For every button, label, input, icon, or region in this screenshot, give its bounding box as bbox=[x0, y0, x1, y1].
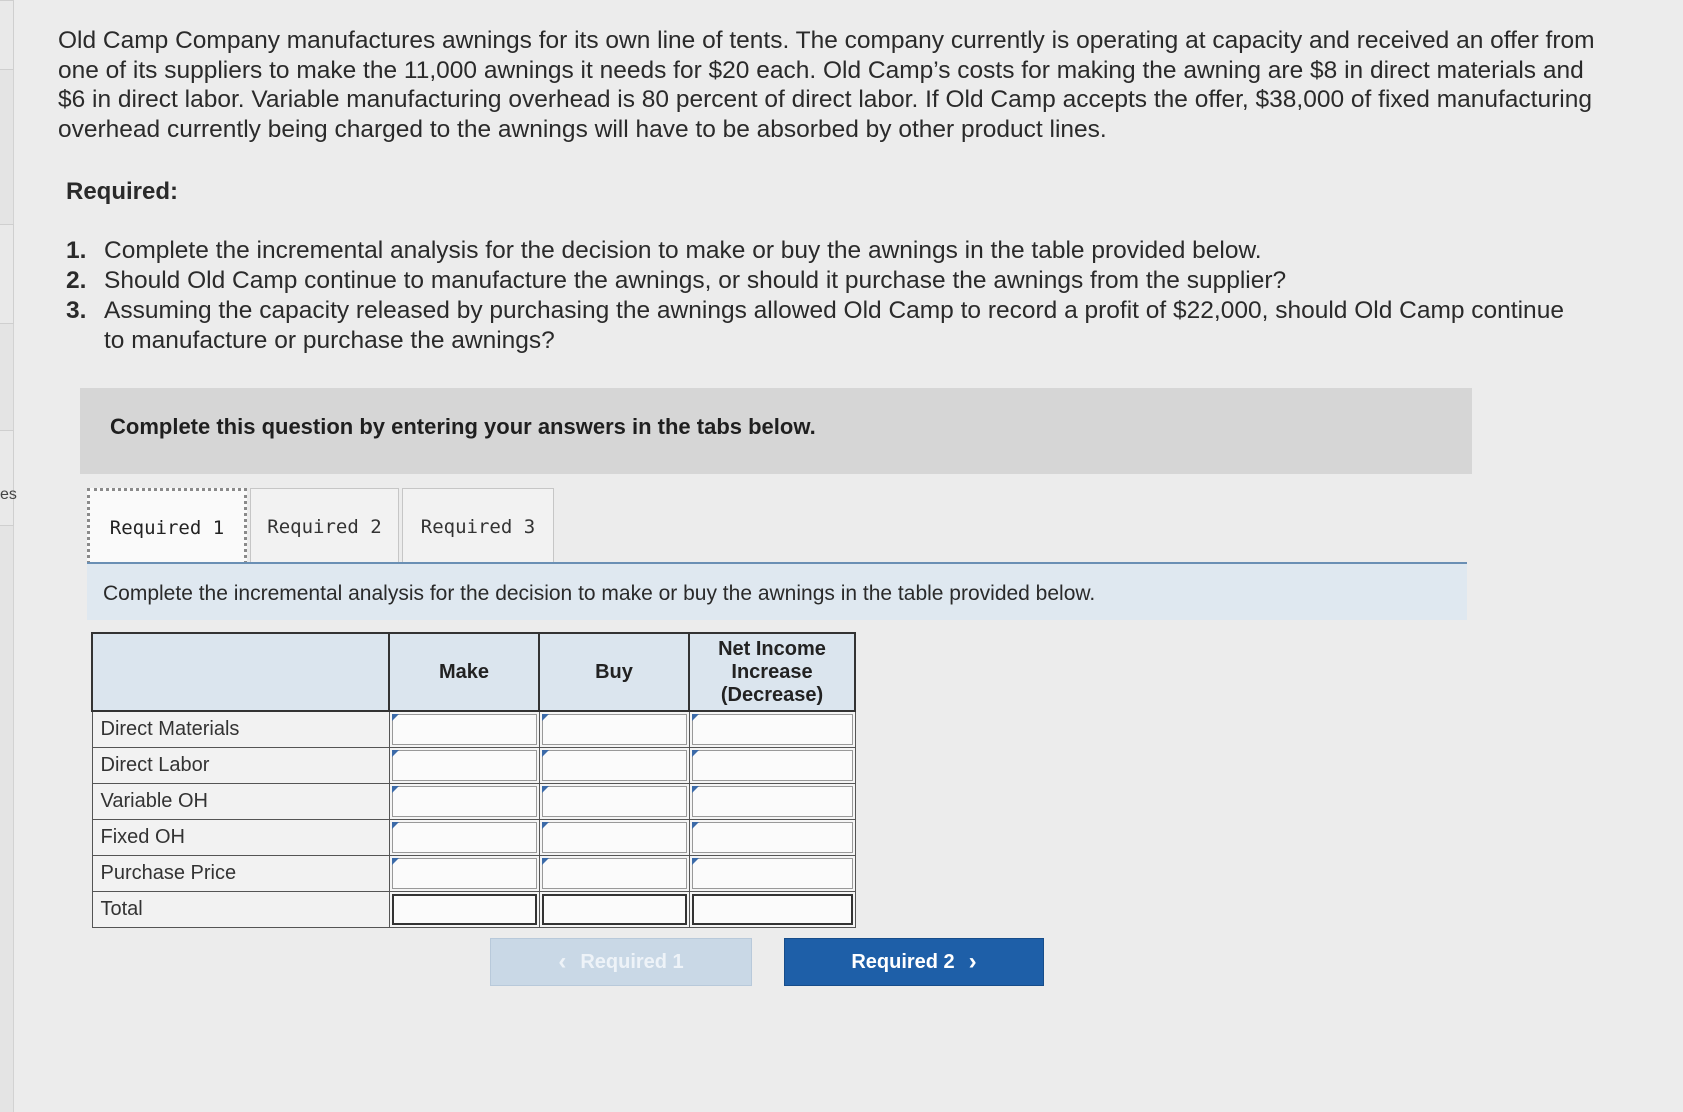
input-marker-icon bbox=[542, 786, 549, 793]
net-income-total-input[interactable] bbox=[692, 894, 853, 925]
row-label: Fixed OH bbox=[92, 819, 389, 855]
row-label: Variable OH bbox=[92, 783, 389, 819]
requirement-item bbox=[66, 296, 1586, 356]
make-cell bbox=[389, 711, 539, 747]
requirement-text: Complete the incremental analysis for the decision to make or buy the awnings in the table provided below. bbox=[104, 237, 1262, 264]
input-marker-icon bbox=[542, 714, 549, 721]
row-label: Direct Materials bbox=[92, 711, 389, 747]
buy-cell bbox=[539, 819, 689, 855]
left-edge-tab[interactable] bbox=[0, 224, 14, 324]
buy-total-input[interactable] bbox=[542, 894, 687, 925]
table-row bbox=[92, 819, 855, 855]
input-marker-icon bbox=[692, 750, 699, 757]
buy-cell bbox=[539, 855, 689, 891]
required-heading: Required: bbox=[66, 178, 179, 205]
left-edge-tab[interactable] bbox=[0, 0, 14, 70]
input-marker-icon bbox=[542, 858, 549, 865]
table-row bbox=[92, 747, 855, 783]
chevron-right-icon: › bbox=[968, 948, 977, 975]
requirement-number: 1. bbox=[66, 237, 87, 264]
banner-text: Complete this question by entering your answers in the tabs below. bbox=[110, 414, 816, 439]
problem-statement: Old Camp Company manufactures awnings for its own line of tents. The company currently is operating at capacity and received an offer from one of its suppliers to make the 11,000 awnings it needs for $20 each. Old Camp’s costs for making the awning are $8 in direct materials and $6 in direct labor. Variable manufacturing overhead is 80 percent of direct labor. If Old Camp accepts the offer, $38,000 of fixed manufacturing overhead currently being charged to the awnings will have to be absorbed by other product lines. bbox=[58, 27, 1595, 143]
make-input[interactable] bbox=[392, 822, 537, 853]
input-marker-icon bbox=[392, 750, 399, 757]
left-edge-tab[interactable] bbox=[0, 430, 14, 526]
header-net-income-line: Net Income bbox=[718, 637, 826, 660]
requirements-list bbox=[66, 236, 1586, 356]
net-cell bbox=[689, 819, 855, 855]
requirement-text: Should Old Camp continue to manufacture the awnings, or should it purchase the awnings from the supplier? bbox=[104, 267, 1287, 294]
buy-input[interactable] bbox=[542, 858, 687, 889]
table-row bbox=[92, 783, 855, 819]
row-label: Purchase Price bbox=[92, 855, 389, 891]
make-cell bbox=[389, 891, 539, 927]
instruction-text: Complete the incremental analysis for the decision to make or buy the awnings in the table provided below. bbox=[103, 582, 1096, 605]
input-marker-icon bbox=[392, 786, 399, 793]
requirement-item bbox=[66, 236, 1586, 266]
input-marker-icon bbox=[542, 822, 549, 829]
requirement-item bbox=[66, 266, 1586, 296]
table-row-total bbox=[92, 891, 855, 927]
table-row bbox=[92, 855, 855, 891]
net-income-input[interactable] bbox=[692, 714, 853, 745]
header-make: Make bbox=[389, 633, 539, 711]
instruction-bar bbox=[87, 564, 1467, 620]
make-input[interactable] bbox=[392, 858, 537, 889]
row-label: Direct Labor bbox=[92, 747, 389, 783]
chevron-left-icon: ‹ bbox=[558, 948, 567, 975]
next-button-label: Required 2 bbox=[851, 950, 955, 973]
buy-input[interactable] bbox=[542, 786, 687, 817]
net-cell bbox=[689, 891, 855, 927]
requirement-number: 2. bbox=[66, 267, 87, 294]
input-marker-icon bbox=[692, 858, 699, 865]
table-row bbox=[92, 711, 855, 747]
buy-cell bbox=[539, 711, 689, 747]
make-input[interactable] bbox=[392, 786, 537, 817]
net-income-input[interactable] bbox=[692, 822, 853, 853]
header-label-column bbox=[92, 633, 389, 711]
instructions-banner bbox=[80, 388, 1472, 474]
buy-cell bbox=[539, 747, 689, 783]
next-required-button[interactable] bbox=[784, 938, 1044, 986]
make-cell bbox=[389, 855, 539, 891]
edge-text: es bbox=[0, 486, 17, 503]
net-cell bbox=[689, 747, 855, 783]
buy-cell bbox=[539, 783, 689, 819]
net-income-input[interactable] bbox=[692, 786, 853, 817]
input-marker-icon bbox=[392, 714, 399, 721]
header-net-income-line: Increase bbox=[731, 660, 813, 683]
tab-required-1[interactable]: Required 1 bbox=[87, 488, 247, 564]
input-marker-icon bbox=[692, 714, 699, 721]
make-cell bbox=[389, 819, 539, 855]
buy-cell bbox=[539, 891, 689, 927]
tab-required-3[interactable]: Required 3 bbox=[402, 488, 554, 564]
tab-required-2[interactable]: Required 2 bbox=[250, 488, 399, 564]
requirement-number: 3. bbox=[66, 297, 87, 324]
net-income-input[interactable] bbox=[692, 858, 853, 889]
net-cell bbox=[689, 711, 855, 747]
buy-input[interactable] bbox=[542, 714, 687, 745]
net-cell bbox=[689, 855, 855, 891]
buy-input[interactable] bbox=[542, 750, 687, 781]
requirement-text: Assuming the capacity released by purchasing the awnings allowed Old Camp to record a profit of $22,000, should Old Camp continue to manufacture or purchase the awnings? bbox=[104, 297, 1564, 354]
input-marker-icon bbox=[392, 822, 399, 829]
header-net-income-line: (Decrease) bbox=[720, 683, 824, 706]
make-cell bbox=[389, 783, 539, 819]
input-marker-icon bbox=[692, 786, 699, 793]
input-marker-icon bbox=[692, 822, 699, 829]
net-cell bbox=[689, 783, 855, 819]
make-total-input[interactable] bbox=[392, 894, 537, 925]
left-sidebar-edge bbox=[0, 0, 14, 1112]
make-input[interactable] bbox=[392, 750, 537, 781]
net-income-input[interactable] bbox=[692, 750, 853, 781]
row-label: Total bbox=[92, 891, 389, 927]
input-marker-icon bbox=[392, 858, 399, 865]
header-net-income bbox=[689, 633, 855, 711]
incremental-analysis-table bbox=[91, 632, 856, 928]
table-header-row bbox=[92, 633, 855, 711]
previous-required-button[interactable] bbox=[490, 938, 752, 986]
header-buy: Buy bbox=[539, 633, 689, 711]
previous-button-label: Required 1 bbox=[580, 950, 684, 973]
buy-input[interactable] bbox=[542, 822, 687, 853]
make-cell bbox=[389, 747, 539, 783]
make-input[interactable] bbox=[392, 714, 537, 745]
input-marker-icon bbox=[542, 750, 549, 757]
